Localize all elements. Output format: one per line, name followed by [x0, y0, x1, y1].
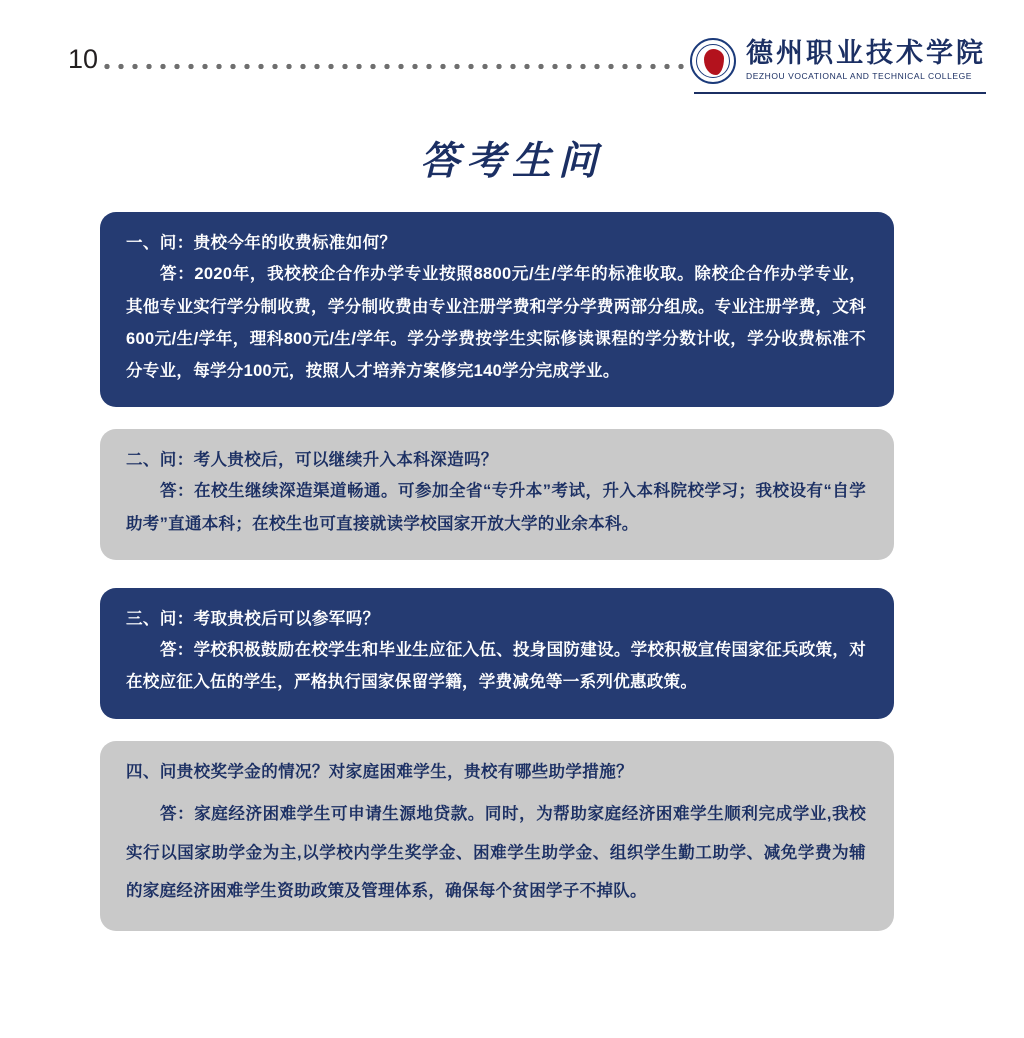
qa-question-2: 二、问：考人贵校后，可以继续升入本科深造吗？ — [126, 451, 498, 470]
logo-emblem-icon — [690, 38, 736, 84]
logo-name-cn: 德州职业技术学院 — [746, 37, 986, 69]
qa-list — [100, 212, 894, 953]
college-logo — [690, 38, 986, 84]
qa-answer-1: 答：2020年，我校校企合作办学专业按照8800元/生/学年的标准收取。除校企合作办学专业，其他专业实行学分制收费，学分制收费由专业注册学费和学分学费两部分组成。专业注册学费，文科600元/生/学年，理科800元/生/学年。学分学费按学生实际修读课程的学分数计收，学分收费标准不分专业，每学分100元，按照人才培养方案修完140学分完成学业。 — [126, 265, 866, 380]
qa-item-4 — [100, 741, 894, 932]
qa-item-2 — [100, 429, 894, 560]
logo-underline — [694, 92, 986, 94]
qa-question-1: 一、问：贵校今年的收费标准如何？ — [126, 234, 397, 252]
page-header — [0, 0, 1024, 110]
dotted-rule — [100, 63, 708, 70]
qa-question-3: 三、问：考取贵校后可以参军吗？ — [126, 609, 380, 628]
logo-text — [746, 39, 986, 84]
qa-answer-2: 答：在校生继续深造渠道畅通。可参加全省“专升本”考试，升入本科院校学习；我校设有“自学助考”直通本科；在校生也可直接就读学校国家开放大学的业余本科。 — [126, 482, 866, 533]
qa-answer-4: 答：家庭经济困难学生可申请生源地贷款。同时，为帮助家庭经济困难学生顺利完成学业,我校实行以国家助学金为主,以学校内学生奖学金、困难学生助学金、组织学生勤工助学、减免学费为辅的家庭经济困难学生资助政策及管理体系，确保每个贫困学子不掉队。 — [126, 804, 866, 901]
logo-name-en: DEZHOU VOCATIONAL AND TECHNICAL COLLEGE — [746, 71, 972, 82]
page-title: 答考生问 — [419, 138, 604, 184]
page-number: 10 — [68, 44, 99, 74]
qa-item-1 — [100, 212, 894, 407]
qa-item-3 — [100, 588, 894, 719]
qa-answer-3: 答：学校积极鼓励在校学生和毕业生应征入伍、投身国防建设。学校积极宣传国家征兵政策，对在校应征入伍的学生，严格执行国家保留学籍，学费减免等一系列优惠政策。 — [126, 641, 866, 692]
qa-question-4: 四、问贵校奖学金的情况？对家庭困难学生，贵校有哪些助学措施？ — [126, 762, 633, 781]
